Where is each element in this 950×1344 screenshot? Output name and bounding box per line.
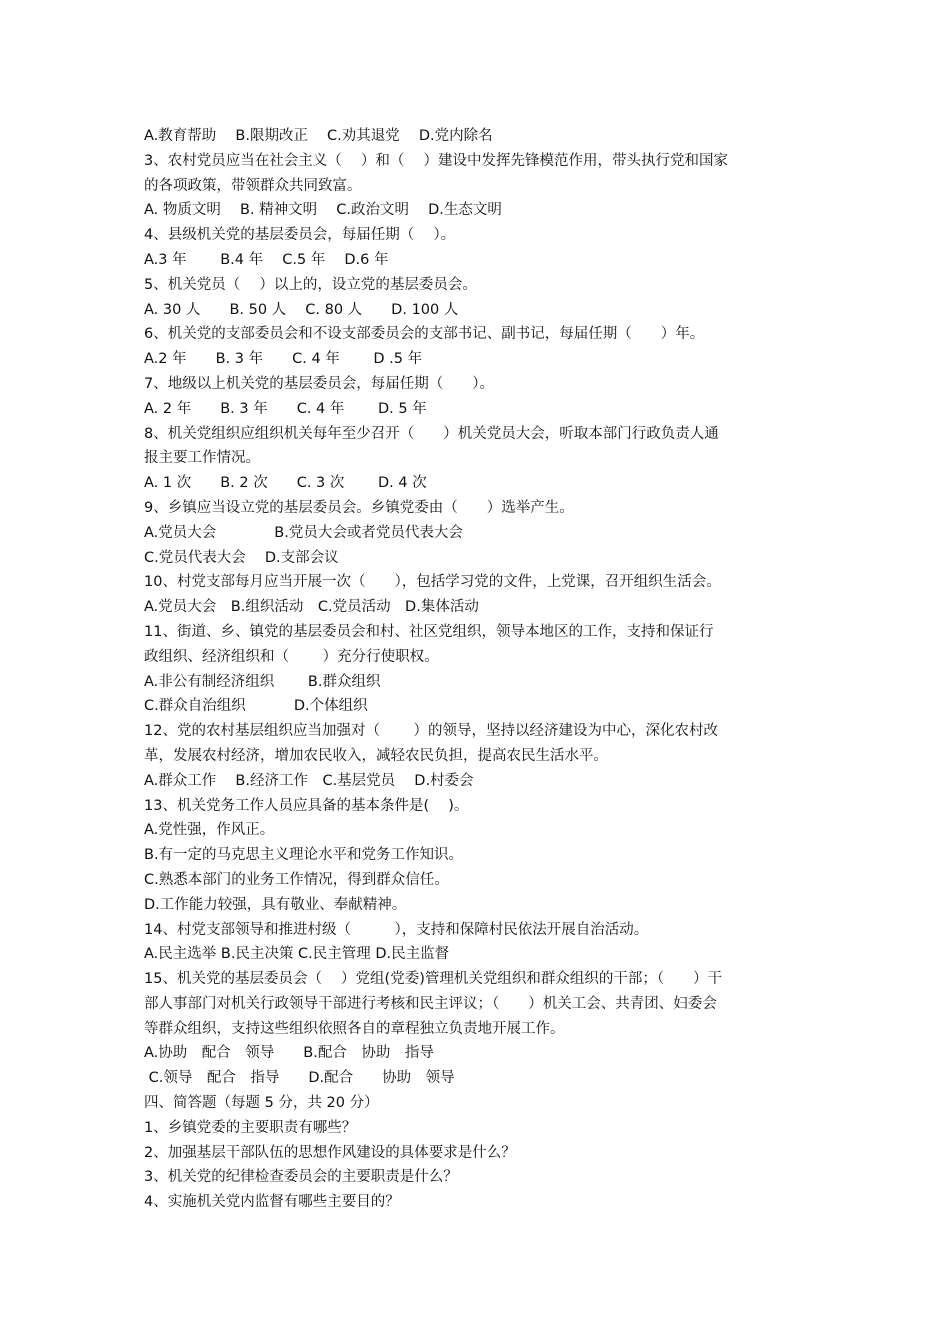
question-11-continued: 政组织、经济组织和（ ）充分行使职权。 xyxy=(144,648,439,665)
question-5-options: A. 30 人 B. 50 人 C. 80 人 D. 100 人 xyxy=(144,301,459,318)
question-7-options: A. 2 年 B. 3 年 C. 4 年 D. 5 年 xyxy=(144,400,427,417)
question-3-continued: 的各项政策，带领群众共同致富。 xyxy=(144,177,362,194)
short-answer-4: 4、实施机关党内监督有哪些主要目的？ xyxy=(144,1194,400,1211)
short-answer-2: 2、加强基层干部队伍的思想作风建设的具体要求是什么？ xyxy=(144,1144,516,1161)
question-9-options-row1: A.党员大会 B.党员大会或者党员代表大会 xyxy=(144,524,463,541)
question-15-continued-1: 部人事部门对机关行政领导干部进行考核和民主评议；（ ）机关工会、共青团、妇委会 xyxy=(144,995,717,1012)
question-6-options: A.2 年 B. 3 年 C. 4 年 D .5 年 xyxy=(144,351,423,368)
short-answer-1: 1、乡镇党委的主要职责有哪些？ xyxy=(144,1119,357,1136)
question-12-options: A.群众工作 B.经济工作 C.基层党员 D.村委会 xyxy=(144,772,474,789)
question-15: 15、机关党的基层委员会（ ）党组(党委)管理机关党组织和群众组织的干部；（ ）干 xyxy=(144,971,723,988)
question-3-options: A. 物质文明 B. 精神文明 C.政治文明 D.生态文明 xyxy=(144,202,502,219)
document-body xyxy=(144,124,814,1215)
question-14: 14、村党支部领导和推进村级（ ），支持和保障村民依法开展自治活动。 xyxy=(144,921,649,938)
question-4: 4、县级机关党的基层委员会，每届任期（ ）。 xyxy=(144,227,456,244)
question-14-options: A.民主选举 B.民主决策 C.民主管理 D.民主监督 xyxy=(144,946,450,963)
question-10-options: A.党员大会 B.组织活动 C.党员活动 D.集体活动 xyxy=(144,599,479,616)
option-line: A.教育帮助 B.限期改正 C.劝其退党 D.党内除名 xyxy=(144,128,493,144)
question-11: 11、街道、乡、镇党的基层委员会和村、社区党组织，领导本地区的工作，支持和保证行 xyxy=(144,623,714,640)
question-12-continued: 革，发展农村经济，增加农民收入，减轻农民负担，提高农民生活水平。 xyxy=(144,747,608,764)
question-8-continued: 报主要工作情况。 xyxy=(144,450,260,467)
question-4-options: A.3 年 B.4 年 C.5 年 D.6 年 xyxy=(144,251,389,268)
question-13-option-c: C.熟悉本部门的业务工作情况，得到群众信任。 xyxy=(144,871,449,888)
question-8-options: A. 1 次 B. 2 次 C. 3 次 D. 4 次 xyxy=(144,475,427,492)
question-15-options-row2: C.领导 配合 指导 D.配合 协助 领导 xyxy=(144,1070,455,1087)
question-5: 5、机关党员（ ）以上的，设立党的基层委员会。 xyxy=(144,276,477,293)
question-6: 6、机关党的支部委员会和不设支部委员会的支部书记、副书记，每届任期（ ）年。 xyxy=(144,326,705,343)
question-13: 13、机关党务工作人员应具备的基本条件是( )。 xyxy=(144,797,469,814)
question-13-option-d: D.工作能力较强，具有敬业、奉献精神。 xyxy=(144,896,407,913)
question-9-options-row2: C.党员代表大会 D.支部会议 xyxy=(144,549,339,566)
question-12: 12、党的农村基层组织应当加强对（ ）的领导，坚持以经济建设为中心，深化农村改 xyxy=(144,723,719,740)
question-10: 10、村党支部每月应当开展一次（ ），包括学习党的文件，上党课，召开组织生活会。 xyxy=(144,574,721,591)
question-11-options-row2: C.群众自治组织 D.个体组织 xyxy=(144,698,368,715)
question-11-options-row1: A.非公有制经济组织 B.群众组织 xyxy=(144,673,381,690)
question-13-option-a: A.党性强，作风正。 xyxy=(144,822,275,839)
question-13-option-b: B.有一定的马克思主义理论水平和党务工作知识。 xyxy=(144,847,464,864)
short-answer-3: 3、机关党的纪律检查委员会的主要职责是什么？ xyxy=(144,1169,458,1186)
question-15-options-row1: A.协助 配合 领导 B.配合 协助 指导 xyxy=(144,1045,434,1062)
question-8: 8、机关党组织应组织机关每年至少召开（ ）机关党员大会，听取本部门行政负责人通 xyxy=(144,425,719,442)
question-15-continued-2: 等群众组织，支持这些组织依照各自的章程独立负责地开展工作。 xyxy=(144,1020,565,1037)
question-7: 7、地级以上机关党的基层委员会，每届任期（ ）。 xyxy=(144,375,494,392)
question-9: 9、乡镇应当设立党的基层委员会。乡镇党委由（ ）选举产生。 xyxy=(144,499,574,516)
section-heading: 四、简答题（每题 5 分，共 20 分） xyxy=(144,1095,379,1112)
question-3: 3、农村党员应当在社会主义（ ）和（ ）建设中发挥先锋模范作用，带头执行党和国家 xyxy=(144,152,728,169)
